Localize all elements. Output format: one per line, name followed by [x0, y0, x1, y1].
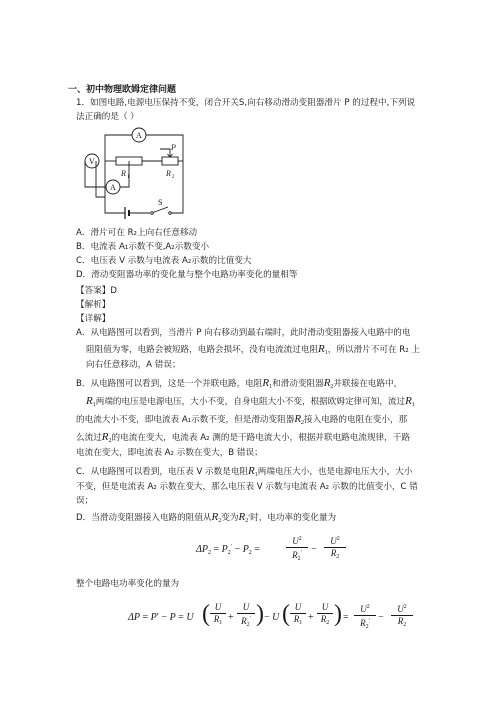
slider-label: P [171, 143, 176, 152]
explain-b-text: 并联接在电路中， [333, 379, 403, 389]
math-sub: 2 [326, 620, 330, 626]
math-sub: 1 [269, 384, 273, 390]
math-sub: 2 [336, 554, 340, 560]
eq2-paren-open: ( [202, 601, 210, 627]
explain-a-line-2-text-b: ，所以滑片不可在 R₂ 上 [327, 345, 421, 355]
math-sub: 2 [218, 518, 222, 524]
explain-b-line-5: 电流在变大，即电流表 A₂ 示数在变大，B 错误； [76, 448, 263, 458]
r1-sub: 1 [127, 175, 130, 180]
math-sq: 2 [403, 604, 407, 610]
eq1-minus: − [311, 544, 317, 555]
math-r: R [318, 343, 325, 355]
answer: 【答案】D [76, 286, 117, 296]
voltmeter-label: V [89, 157, 95, 166]
math-sq: 2 [336, 536, 340, 542]
eq2-paren-close-2: ) [334, 601, 342, 627]
explain-b-text: 的电流大小不变，即电流表 A₁示数不变，但是滑动变阻器 [76, 415, 295, 425]
explain-b-line-4 [76, 431, 410, 447]
explain-b-text: B．从电路图可以看到，这是一个并联电路，电阻 [76, 379, 263, 389]
explain-b-text: 和滑动变阻器 [272, 379, 324, 389]
explain-c-line-2: 不变，但是电流表 A₂ 示数在变大，那么电压表 V 示数与电流表 A₂ 示数的比值变小，C 错 [76, 482, 418, 492]
question-line-1: 1．如图电路,电源电压保持不变，闭合开关S,向右移动滑动变阻器滑片 P 的过程中,下列说 [76, 98, 416, 108]
switch-label: S [158, 198, 163, 207]
math-sq: 2 [298, 536, 302, 542]
eq2-plus-2: + [308, 612, 314, 623]
math-sub: 2 [108, 438, 112, 444]
eq2-frac-c [290, 602, 306, 629]
math-r: R [248, 465, 255, 477]
math-r: R [294, 413, 302, 425]
math-u: U [321, 602, 329, 612]
math-r: R [211, 511, 219, 523]
r1-label: R [121, 169, 126, 178]
math-r: R [241, 616, 247, 626]
math-u: U [294, 602, 302, 612]
eq2-paren-close: ) [256, 601, 264, 627]
math-sub: 1 [219, 620, 223, 626]
math-sub: 2 [330, 384, 334, 390]
eq2-lhs: ΔP = P′ − P = U [128, 612, 194, 623]
math-r: R [397, 616, 404, 626]
math-u: U [330, 536, 337, 546]
math-r: R [101, 431, 109, 443]
math-r: R [293, 614, 300, 624]
eq2-minus: − [378, 612, 384, 623]
explain-a-line-1: A．从电路图可以看到，当滑片 P 向右移动到最右端时，此时滑动变阻器接入电路中的电 [76, 328, 411, 338]
eq2-minus-u: − U [264, 612, 280, 623]
math-sub: 1 [411, 402, 415, 408]
explain-c-line-3: 误； [76, 496, 94, 506]
explain-b-text: 两端的电压是电源电压，大小不变，自身电阻大小不变，根据欧姆定律可知，流过 [95, 397, 406, 407]
explain-d-line-1 [76, 511, 336, 527]
eq2-frac-e [354, 602, 376, 633]
explain-d-text: D．当滑动变阻器接入电路的阻值从 [76, 513, 212, 523]
explain-b-line-3 [76, 413, 407, 429]
math-r: R [323, 377, 331, 389]
explain-b-line-2 [86, 395, 415, 411]
explain-b-line-1 [76, 377, 402, 393]
math-sub: 2 [297, 556, 301, 562]
r2-label: R [166, 169, 171, 178]
math-r: R [86, 395, 93, 407]
math-u: U [242, 602, 250, 612]
math-sq: 2 [366, 604, 370, 610]
eq2-plus: + [228, 612, 234, 623]
math-sub: 2 [403, 622, 407, 628]
option-c: C．电压表 V 示数与电流表 A₂示数的比值变大 [76, 256, 252, 266]
explain-b-text: 么流过 [76, 433, 102, 443]
explain-c-text: 两端电压大小，也是电源电压大小，大小 [257, 467, 413, 477]
r2-sub: 2 [172, 175, 175, 180]
math-r: R [238, 511, 246, 523]
option-a: A．滑片可在 R₂上向右任意移动 [76, 228, 198, 238]
circuit-diagram [80, 127, 200, 221]
ammeter-label: A [136, 131, 142, 140]
math-sub: 2 [245, 518, 249, 524]
math-r: R [320, 614, 327, 624]
option-d: D．滑动变阻器功率的变化量与整个电路功率变化的量相等 [76, 270, 298, 280]
explain-a-line-3: 向右任意移动，A 错误； [86, 360, 181, 370]
eq2-frac-d [317, 602, 333, 629]
explain-c-text: C．从电路图可以看到，电压表 V 示数是电阻 [76, 467, 249, 477]
total-power-line: 整个电路电功率变化的量为 [76, 579, 180, 589]
explain-d-text: 时，电功率的变化量为 [250, 513, 337, 523]
explain-b-text: 的电流在变大，电流表 A₂ 测的是干路电流大小，根据并联电路电流规律，干路 [111, 433, 410, 443]
detail-heading: 【详解】 [76, 314, 111, 324]
explain-c-line-1 [76, 465, 412, 481]
eq2-paren-open-2: ( [282, 601, 290, 627]
option-b: B．电流表 A₁示数不变,A₂示数变小 [76, 242, 210, 252]
eq2-frac-a [210, 602, 226, 629]
eq1-lhs: $\Delta P_2 = P_2' - P_2$ = [196, 544, 260, 556]
math-r: R [292, 550, 298, 560]
math-prime: ′ [368, 618, 370, 624]
math-sub: 1 [324, 350, 328, 356]
explain-a-line-2-text: 阻阻值为零，电路会被短路，电路会损坏，没有电流流过电阻 [86, 345, 319, 355]
math-prime: ′ [249, 616, 251, 622]
math-r: R [213, 614, 220, 624]
math-sub: 1 [254, 472, 258, 478]
math-sub: 2 [301, 420, 305, 426]
math-u: U [214, 602, 222, 612]
question-line-2: 法正确的是（ ） [76, 112, 139, 122]
ammeter-a1-label: A [110, 183, 116, 192]
explain-a-line-2 [86, 343, 420, 359]
math-r: R [330, 548, 337, 558]
rheostat-r2 [162, 157, 178, 165]
eq2-equals: = [343, 612, 349, 623]
math-u: U [292, 536, 299, 546]
math-sub: 1 [92, 402, 96, 408]
math-prime: ′ [248, 512, 251, 522]
math-sub: 2 [246, 622, 250, 628]
explain-b-text: 接入电路的电阻在变小，那 [304, 415, 408, 425]
math-u: U [397, 604, 404, 614]
math-u: U [360, 604, 367, 614]
eq2-frac-f [391, 602, 413, 631]
eq1-frac-1 [286, 534, 308, 565]
analysis-heading: 【解析】 [76, 300, 111, 310]
math-r: R [405, 395, 412, 407]
math-sub: 1 [299, 620, 303, 626]
eq1-frac-2 [324, 534, 346, 563]
math-sub: 2 [365, 624, 369, 630]
math-prime: ′ [300, 550, 302, 556]
explain-d-text: 变为 [221, 513, 239, 523]
section-title: 一、初中物理欧姆定律问题 [68, 85, 177, 95]
math-r: R [360, 618, 366, 628]
eq2-frac-b [237, 602, 255, 631]
math-r: R [262, 377, 270, 389]
